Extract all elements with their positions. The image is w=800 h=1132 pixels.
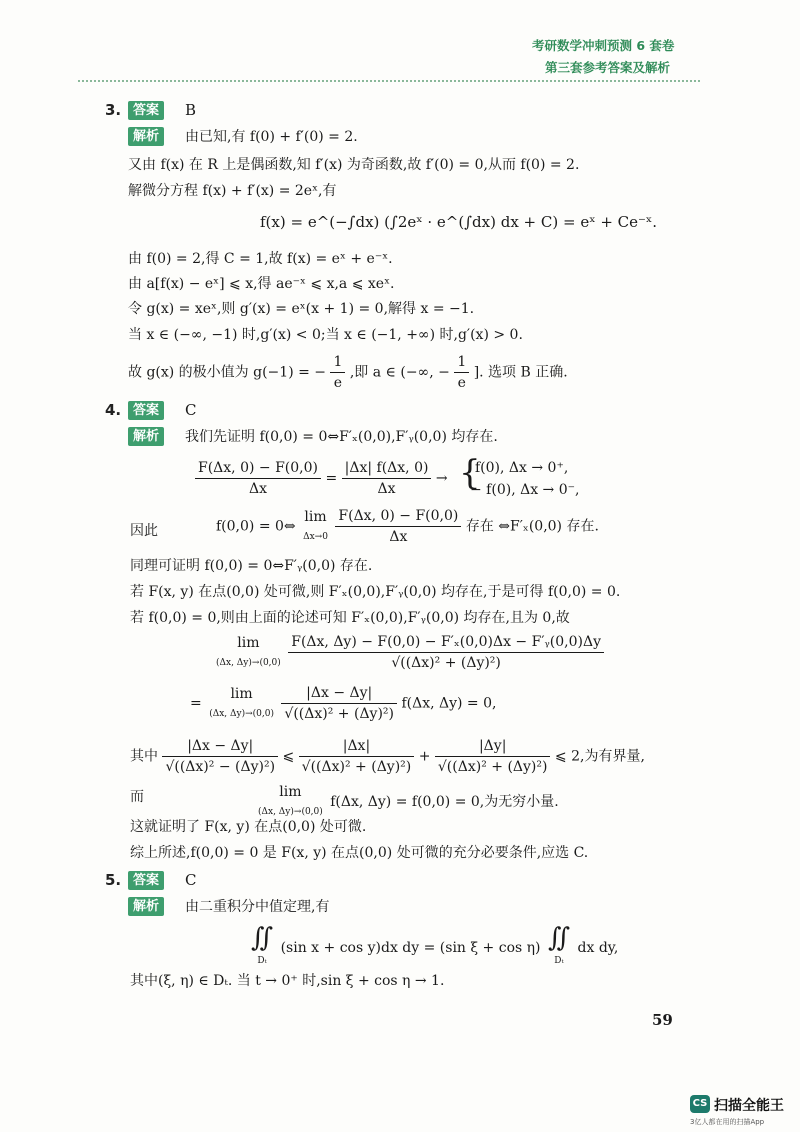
q4-fraction [342,458,432,499]
q3-line: 由已知,有 f(0) + f′(0) = 2. [185,129,358,145]
header-title: 考研数学冲刺预测 6 套卷 [532,38,675,53]
q4-limit [255,782,326,822]
q3-answer-tag: 答案 [128,101,164,120]
q4-text: f(0,0) = 0⇔ [216,518,296,535]
q3-line: 由 a[f(x) − eˣ] ⩽ x,得 ae⁻ˣ ⩽ x,a ⩽ xeˣ. [128,276,395,292]
q5-line: 由二重积分中值定理,有 [185,899,330,915]
q5-analysis-tag: 解析 [128,897,164,916]
q4-case: − f(0), Δx → 0⁻, [470,482,580,498]
q4-frac-num: |Δx| f(Δx, 0) [344,460,429,476]
q4-limit [300,507,331,547]
q4-case: f(0), Δx → 0⁺, [475,460,569,476]
q5-double-integral [545,925,573,971]
q4-frac-den: Δx [335,526,461,547]
q4-text: 因此 [130,523,158,539]
q5-equation [248,925,618,971]
q4-brace: { [459,453,481,493]
q4-frac-den: Δx [342,478,432,499]
q4-lim-label: lim [304,508,327,525]
q4-frac-num: |Δy| [478,738,507,754]
q4-lim-sub: (Δx, Δy)→(0,0) [258,807,323,817]
q5-number: 5. [105,871,122,889]
q4-lim-sub: (Δx, Δy)→(0,0) [209,708,274,719]
q3-line: 当 x ∈ (−∞, −1) 时,g′(x) < 0;当 x ∈ (−1, +∞) 时,g′(x) > 0. [128,327,523,343]
q4-equivalence [216,506,599,547]
q4-line: 这就证明了 F(x, y) 在点(0,0) 处可微. [130,819,367,835]
q4-frac-den: √((Δx)² + (Δy)²) [281,703,397,724]
q5-integral-domain: Dₜ [554,956,564,966]
q3-text: ,即 a ∈ (−∞, − [349,364,450,381]
q5-integral-sign: ∬ [251,923,274,953]
q4-fraction [281,683,397,724]
q3-frac-num: 1 [333,354,343,370]
q4-fraction [435,736,551,777]
q4-text: ⩽ [282,748,295,765]
q4-answer-tag: 答案 [128,401,164,420]
q3-answer: B [185,101,197,119]
q3-text: 故 g(x) 的极小值为 g(−1) = − [128,364,327,381]
q4-text: f(Δx, Δy) = f(0,0) = 0,为无穷小量. [330,794,559,810]
header-subtitle: 第三套参考答案及解析 [545,60,671,75]
q4-frac-num: |Δx| [342,738,371,754]
q4-answer: C [185,401,197,419]
q4-limit [213,633,284,673]
q4-text: + [418,748,431,765]
q5-double-integral [248,925,276,971]
q4-line: 我们先证明 f(0,0) = 0⇔F′ₓ(0,0),F′ᵧ(0,0) 均存在. [185,429,498,445]
q4-fraction [288,632,604,673]
q4-text: 其中 [130,748,158,765]
q4-line: 同理可证明 f(0,0) = 0⇔F′ᵧ(0,0) 存在. [130,558,373,574]
q4-frac-den: √((Δx)² + (Δy)²) [299,756,415,777]
q4-frac-den: Δx [195,478,321,499]
q4-lim-label: lim [279,784,302,800]
q5-integral-domain: Dₜ [257,956,267,966]
q4-frac-num: |Δx − Δy| [187,738,254,754]
q4-frac-num: F(Δx, 0) − F(0,0) [338,508,459,524]
q4-frac-den: √((Δx)² − (Δy)²) [162,756,278,777]
q3-fraction [454,352,469,393]
q3-frac-den: e [454,372,469,393]
page-number: 59 [652,1011,673,1029]
q3-line: 又由 f(x) 在 R 上是偶函数,知 f′(x) 为奇函数,故 f′(0) = 0,从而 f(0) = 2. [128,157,580,173]
q4-limit [206,684,277,724]
q4-limit-expression [213,632,604,673]
q3-analysis-tag: 解析 [128,127,164,146]
q5-integral-sign: ∬ [547,923,571,953]
q4-frac-num: F(Δx, Δy) − F(0,0) − F′ₓ(0,0)Δx − F′ᵧ(0,0)Δy [291,634,601,650]
q4-fraction [335,506,461,547]
q4-lim-label: lim [237,634,260,651]
q3-line: 解微分方程 f(x) + f′(x) = 2eˣ,有 [128,183,337,199]
q3-fraction [330,352,345,393]
q5-answer-tag: 答案 [128,871,164,890]
q4-lim-sub: (Δx, Δy)→(0,0) [216,657,281,668]
scanner-logo-icon: CS [690,1095,710,1113]
q4-limit-expression [190,683,496,724]
q4-frac-den: √((Δx)² + (Δy)²) [288,652,604,673]
q4-frac-num: F(Δx, 0) − F(0,0) [198,460,318,476]
q4-analysis-tag: 解析 [128,427,164,446]
q4-text: 而 [130,789,144,805]
q4-line: 若 F(x, y) 在点(0,0) 处可微,则 F′ₓ(0,0),F′ᵧ(0,0) 均存在,于是可得 f(0,0) = 0. [130,584,621,600]
q3-line: 令 g(x) = xeˣ,则 g′(x) = eˣ(x + 1) = 0,解得 x = −1. [128,301,475,317]
q5-answer: C [185,871,197,889]
q4-line: 综上所述,f(0,0) = 0 是 F(x, y) 在点(0,0) 处可微的充分必要条件,应选 C. [130,845,589,861]
q3-number: 3. [105,101,122,119]
q4-text: f(Δx, Δy) = 0, [401,695,497,712]
header-divider [78,80,700,82]
q3-frac-num: 1 [457,354,467,370]
q3-text: ]. 选项 B 正确. [473,364,568,381]
q4-text: 存在 ⇔F′ₓ(0,0) 存在. [465,518,599,535]
q5-line: 其中(ξ, η) ∈ Dₜ. 当 t → 0⁺ 时,sin ξ + cos η → 1. [130,973,445,989]
q4-inequality [130,736,645,777]
q3-conclusion [128,352,568,393]
q4-text: ⩽ 2,为有界量, [554,748,645,765]
q3-line: 由 f(0) = 2,得 C = 1,故 f(x) = eˣ + e⁻ˣ. [128,251,393,267]
q4-limit-expression [255,782,559,822]
q5-text: (sin x + cos y)dx dy = (sin ξ + cos η) [280,940,541,956]
q4-derivative-expression: $\frac{F(\Delta x, 0) - F(0,0)}{\Delta x}$ = $\frac{|\Delta x| f(\Delta x, 0)}{\Delta x}$ → [195,458,448,499]
scanner-logo-text: 扫描全能王 [714,1098,784,1114]
q4-lim-label: lim [230,685,253,702]
scanner-logo-tagline: 3亿人都在用的扫描App [690,1118,765,1126]
q4-frac-num: |Δx − Δy| [306,685,373,701]
q4-frac-den: √((Δx)² + (Δy)²) [435,756,551,777]
q4-fraction [195,458,321,499]
q4-text: = [190,695,202,712]
q4-fraction [162,736,278,777]
q3-equation: f(x) = e^(−∫dx) (∫2eˣ · e^(∫dx) dx + C) = eˣ + Ce⁻ˣ. [260,213,658,231]
q4-fraction [299,736,415,777]
q4-line: 若 f(0,0) = 0,则由上面的论述可知 F′ₓ(0,0),F′ᵧ(0,0) 均存在,且为 0,故 [130,610,570,626]
q5-text: dx dy, [577,940,619,956]
q4-number: 4. [105,401,122,419]
q3-frac-den: e [330,372,345,393]
q4-lim-sub: Δx→0 [303,531,328,542]
